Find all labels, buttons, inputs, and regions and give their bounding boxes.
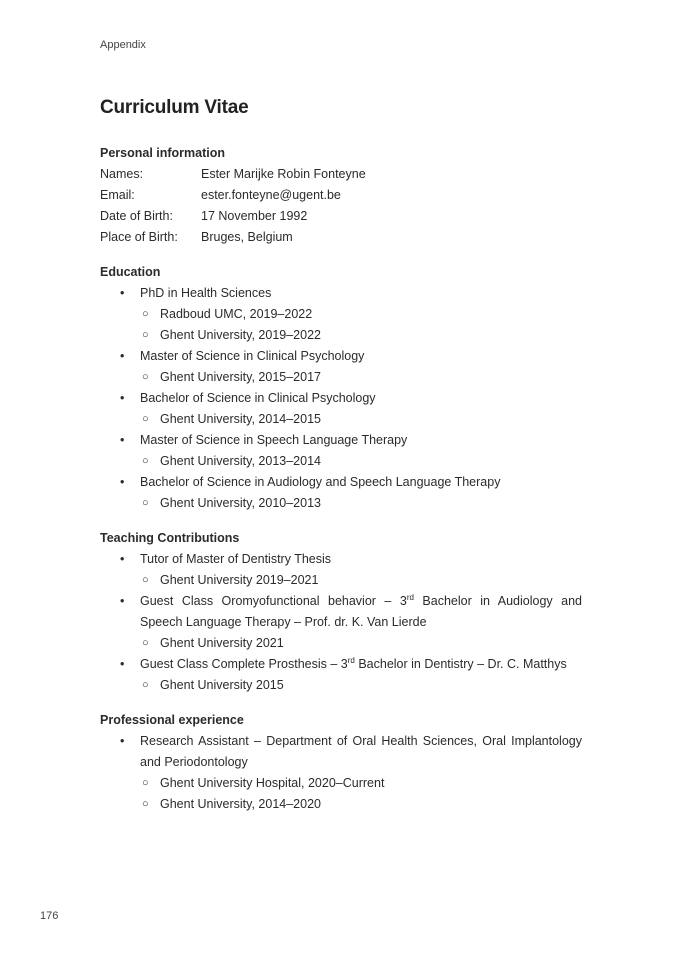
sub-list-item — [140, 794, 582, 815]
education-list — [100, 283, 582, 514]
sub-item-text: Ghent University, 2019–2022 — [160, 328, 321, 342]
bullet-icon: • — [120, 286, 125, 300]
info-row-names — [100, 164, 582, 185]
sub-list — [140, 367, 582, 388]
professional-section — [100, 710, 582, 815]
circle-bullet-icon: ○ — [142, 574, 149, 586]
teaching-item-text — [140, 594, 582, 629]
education-item-text: Master of Science in Clinical Psychology — [140, 349, 365, 363]
education-heading: Education — [100, 265, 161, 279]
sub-item-text: Ghent University, 2013–2014 — [160, 454, 321, 468]
sub-list-item — [140, 633, 582, 654]
bullet-icon: • — [120, 657, 125, 671]
bullet-icon: • — [120, 734, 125, 748]
info-label: Date of Birth: — [100, 209, 173, 223]
info-label: Names: — [100, 167, 144, 181]
info-row-email — [100, 185, 582, 206]
sub-list-item — [140, 773, 582, 794]
sub-item-text: Ghent University 2015 — [160, 678, 284, 692]
teaching-list — [100, 549, 582, 696]
info-label: Email: — [100, 188, 135, 202]
sub-list-item — [140, 675, 582, 696]
bullet-icon: • — [120, 433, 125, 447]
circle-bullet-icon: ○ — [142, 679, 149, 691]
sub-item-text: Ghent University 2021 — [160, 636, 284, 650]
teaching-item-text-part: Guest Class Oromyofunctional behavior – 3 — [140, 594, 407, 608]
bullet-icon: • — [120, 552, 125, 566]
bullet-icon: • — [120, 475, 125, 489]
teaching-item-text: Tutor of Master of Dentistry Thesis — [140, 552, 332, 566]
sub-list — [140, 451, 582, 472]
personal-info-heading: Personal information — [100, 146, 226, 160]
info-value: Ester Marijke Robin Fonteyne — [201, 167, 366, 181]
list-item — [100, 283, 582, 346]
list-item — [100, 549, 582, 591]
professional-heading: Professional experience — [100, 713, 244, 727]
education-item-text: Bachelor of Science in Audiology and Speech Language Therapy — [140, 475, 501, 489]
bullet-icon: • — [120, 391, 125, 405]
sub-item-text: Ghent University 2019–2021 — [160, 573, 319, 587]
sub-list-item — [140, 304, 582, 325]
page-title: Curriculum Vitae — [100, 97, 249, 118]
sub-list — [140, 409, 582, 430]
list-item — [100, 430, 582, 472]
running-head: Appendix — [100, 39, 146, 51]
education-section — [100, 262, 582, 514]
list-item — [100, 731, 582, 815]
circle-bullet-icon: ○ — [142, 777, 149, 789]
education-item-text: Bachelor of Science in Clinical Psychology — [140, 391, 376, 405]
sub-list-item — [140, 493, 582, 514]
circle-bullet-icon: ○ — [142, 798, 149, 810]
personal-info-section — [100, 143, 582, 248]
sub-list — [140, 493, 582, 514]
professional-list — [100, 731, 582, 815]
cv-content — [100, 143, 582, 829]
info-value: 17 November 1992 — [201, 209, 308, 223]
sub-list — [140, 773, 582, 815]
bullet-icon: • — [120, 594, 125, 608]
list-item — [100, 388, 582, 430]
teaching-heading: Teaching Contributions — [100, 531, 240, 545]
sub-list-item — [140, 325, 582, 346]
sub-list — [140, 570, 582, 591]
sub-item-text: Radboud UMC, 2019–2022 — [160, 307, 313, 321]
bullet-icon: • — [120, 349, 125, 363]
teaching-item-text-part: Bachelor in Dentistry – Dr. C. Matthys — [354, 657, 567, 671]
circle-bullet-icon: ○ — [142, 371, 149, 383]
teaching-item-text-part: Guest Class Complete Prosthesis – 3 — [140, 657, 348, 671]
ordinal-superscript: rd — [347, 655, 355, 665]
sub-item-text: Ghent University, 2014–2020 — [160, 797, 321, 811]
circle-bullet-icon: ○ — [142, 455, 149, 467]
info-value: ester.fonteyne@ugent.be — [201, 188, 341, 202]
sub-list-item — [140, 570, 582, 591]
circle-bullet-icon: ○ — [142, 308, 149, 320]
sub-list — [140, 633, 582, 654]
sub-item-text: Ghent University, 2014–2015 — [160, 412, 321, 426]
list-item — [100, 654, 582, 696]
circle-bullet-icon: ○ — [142, 329, 149, 341]
sub-item-text: Ghent University Hospital, 2020–Current — [160, 776, 385, 790]
education-item-text: PhD in Health Sciences — [140, 286, 272, 300]
list-item — [100, 591, 582, 654]
sub-list-item — [140, 367, 582, 388]
teaching-section — [100, 528, 582, 696]
education-item-text: Master of Science in Speech Language Therapy — [140, 433, 408, 447]
circle-bullet-icon: ○ — [142, 637, 149, 649]
sub-list-item — [140, 409, 582, 430]
teaching-item-text-part: Bachelor in Audiology and Speech Language Therapy – Prof. dr. K. Van Lierde — [140, 594, 582, 629]
ordinal-superscript: rd — [406, 592, 414, 602]
list-item — [100, 472, 582, 514]
circle-bullet-icon: ○ — [142, 497, 149, 509]
sub-item-text: Ghent University, 2010–2013 — [160, 496, 321, 510]
page-number: 176 — [40, 910, 59, 922]
sub-list — [140, 675, 582, 696]
info-value: Bruges, Belgium — [201, 230, 293, 244]
sub-list — [140, 304, 582, 346]
info-label: Place of Birth: — [100, 230, 178, 244]
professional-item-text: Research Assistant – Department of Oral Health Sciences, Oral Implantology and Periodontology — [140, 734, 582, 769]
info-row-date-of-birth — [100, 206, 582, 227]
list-item — [100, 346, 582, 388]
sub-item-text: Ghent University, 2015–2017 — [160, 370, 321, 384]
circle-bullet-icon: ○ — [142, 413, 149, 425]
teaching-item-text — [140, 657, 567, 671]
info-row-place-of-birth — [100, 227, 582, 248]
sub-list-item — [140, 451, 582, 472]
